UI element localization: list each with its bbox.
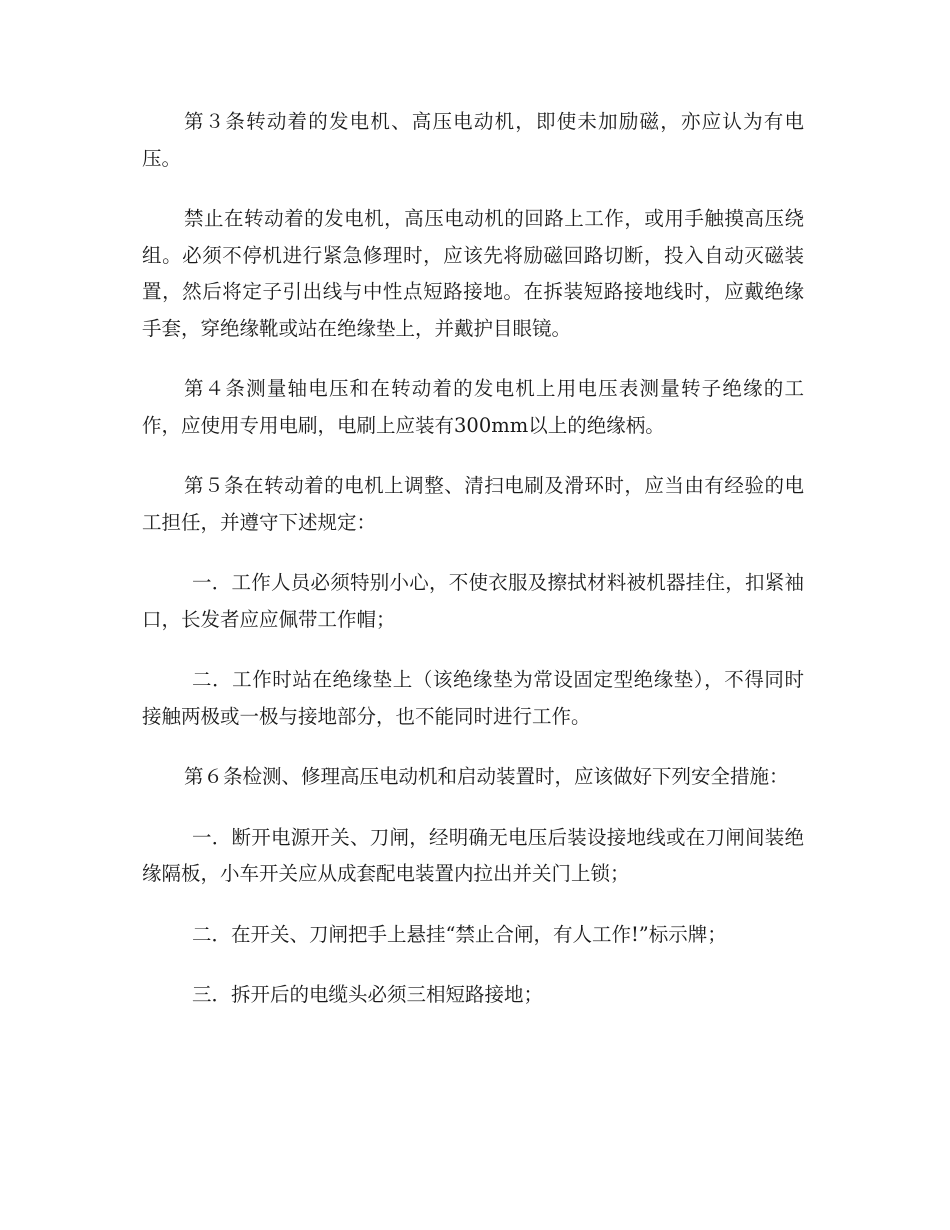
paragraph-article-3: 第３条转动着的发电机、高压电动机，即使未加励磁，亦应认为有电压。: [142, 110, 804, 170]
paragraph-article-5-item-1: 一．工作人员必须特别小心，不使衣服及擦拭材料被机器挂住，扣紧袖口，长发者应应佩带工作帽；: [142, 571, 804, 631]
paragraph-article-5-item-2: 二．工作时站在绝缘垫上（该绝缘垫为常设固定型绝缘垫），不得同时接触两极或一极与接地部分，也不能同时进行工作。: [142, 668, 804, 728]
paragraph-article-6-item-2: 二．在开关、刀闸把手上悬挂“禁止合闸，有人工作!”标示牌；: [192, 922, 727, 946]
document-body: [142, 104, 804, 1038]
paragraph-article-6-item-1: 一．断开电源开关、刀闸，经明确无电压后装设接地线或在刀闸间装绝缘隔板，小车开关应从成套配电装置内拉出并关门上锁；: [142, 825, 804, 885]
paragraph-article-4: 第４条测量轴电压和在转动着的发电机上用电压表测量转子绝缘的工作，应使用专用电刷，电刷上应装有300mm以上的绝缘柄。: [142, 377, 804, 437]
paragraph-article-5: 第５条在转动着的电机上调整、清扫电刷及滑环时，应当由有经验的电工担任，并遵守下述规定：: [142, 474, 804, 534]
paragraph-article-3-prohibition: 禁止在转动着的发电机，高压电动机的回路上工作，或用手触摸高压绕组。必须不停机进行紧急修理时，应该先将励磁回路切断，投入自动灭磁装置，然后将定子引出线与中性点短路接地。在拆装短路接地线时，应戴绝缘手套，穿绝缘靴或站在绝缘垫上，并戴护目眼镜。: [142, 207, 804, 340]
paragraph-article-6: 第６条检测、修理高压电动机和启动装置时，应该做好下列安全措施：: [184, 765, 789, 788]
paragraph-article-6-item-3: 三．拆开后的电缆头必须三相短路接地；: [192, 983, 544, 1006]
